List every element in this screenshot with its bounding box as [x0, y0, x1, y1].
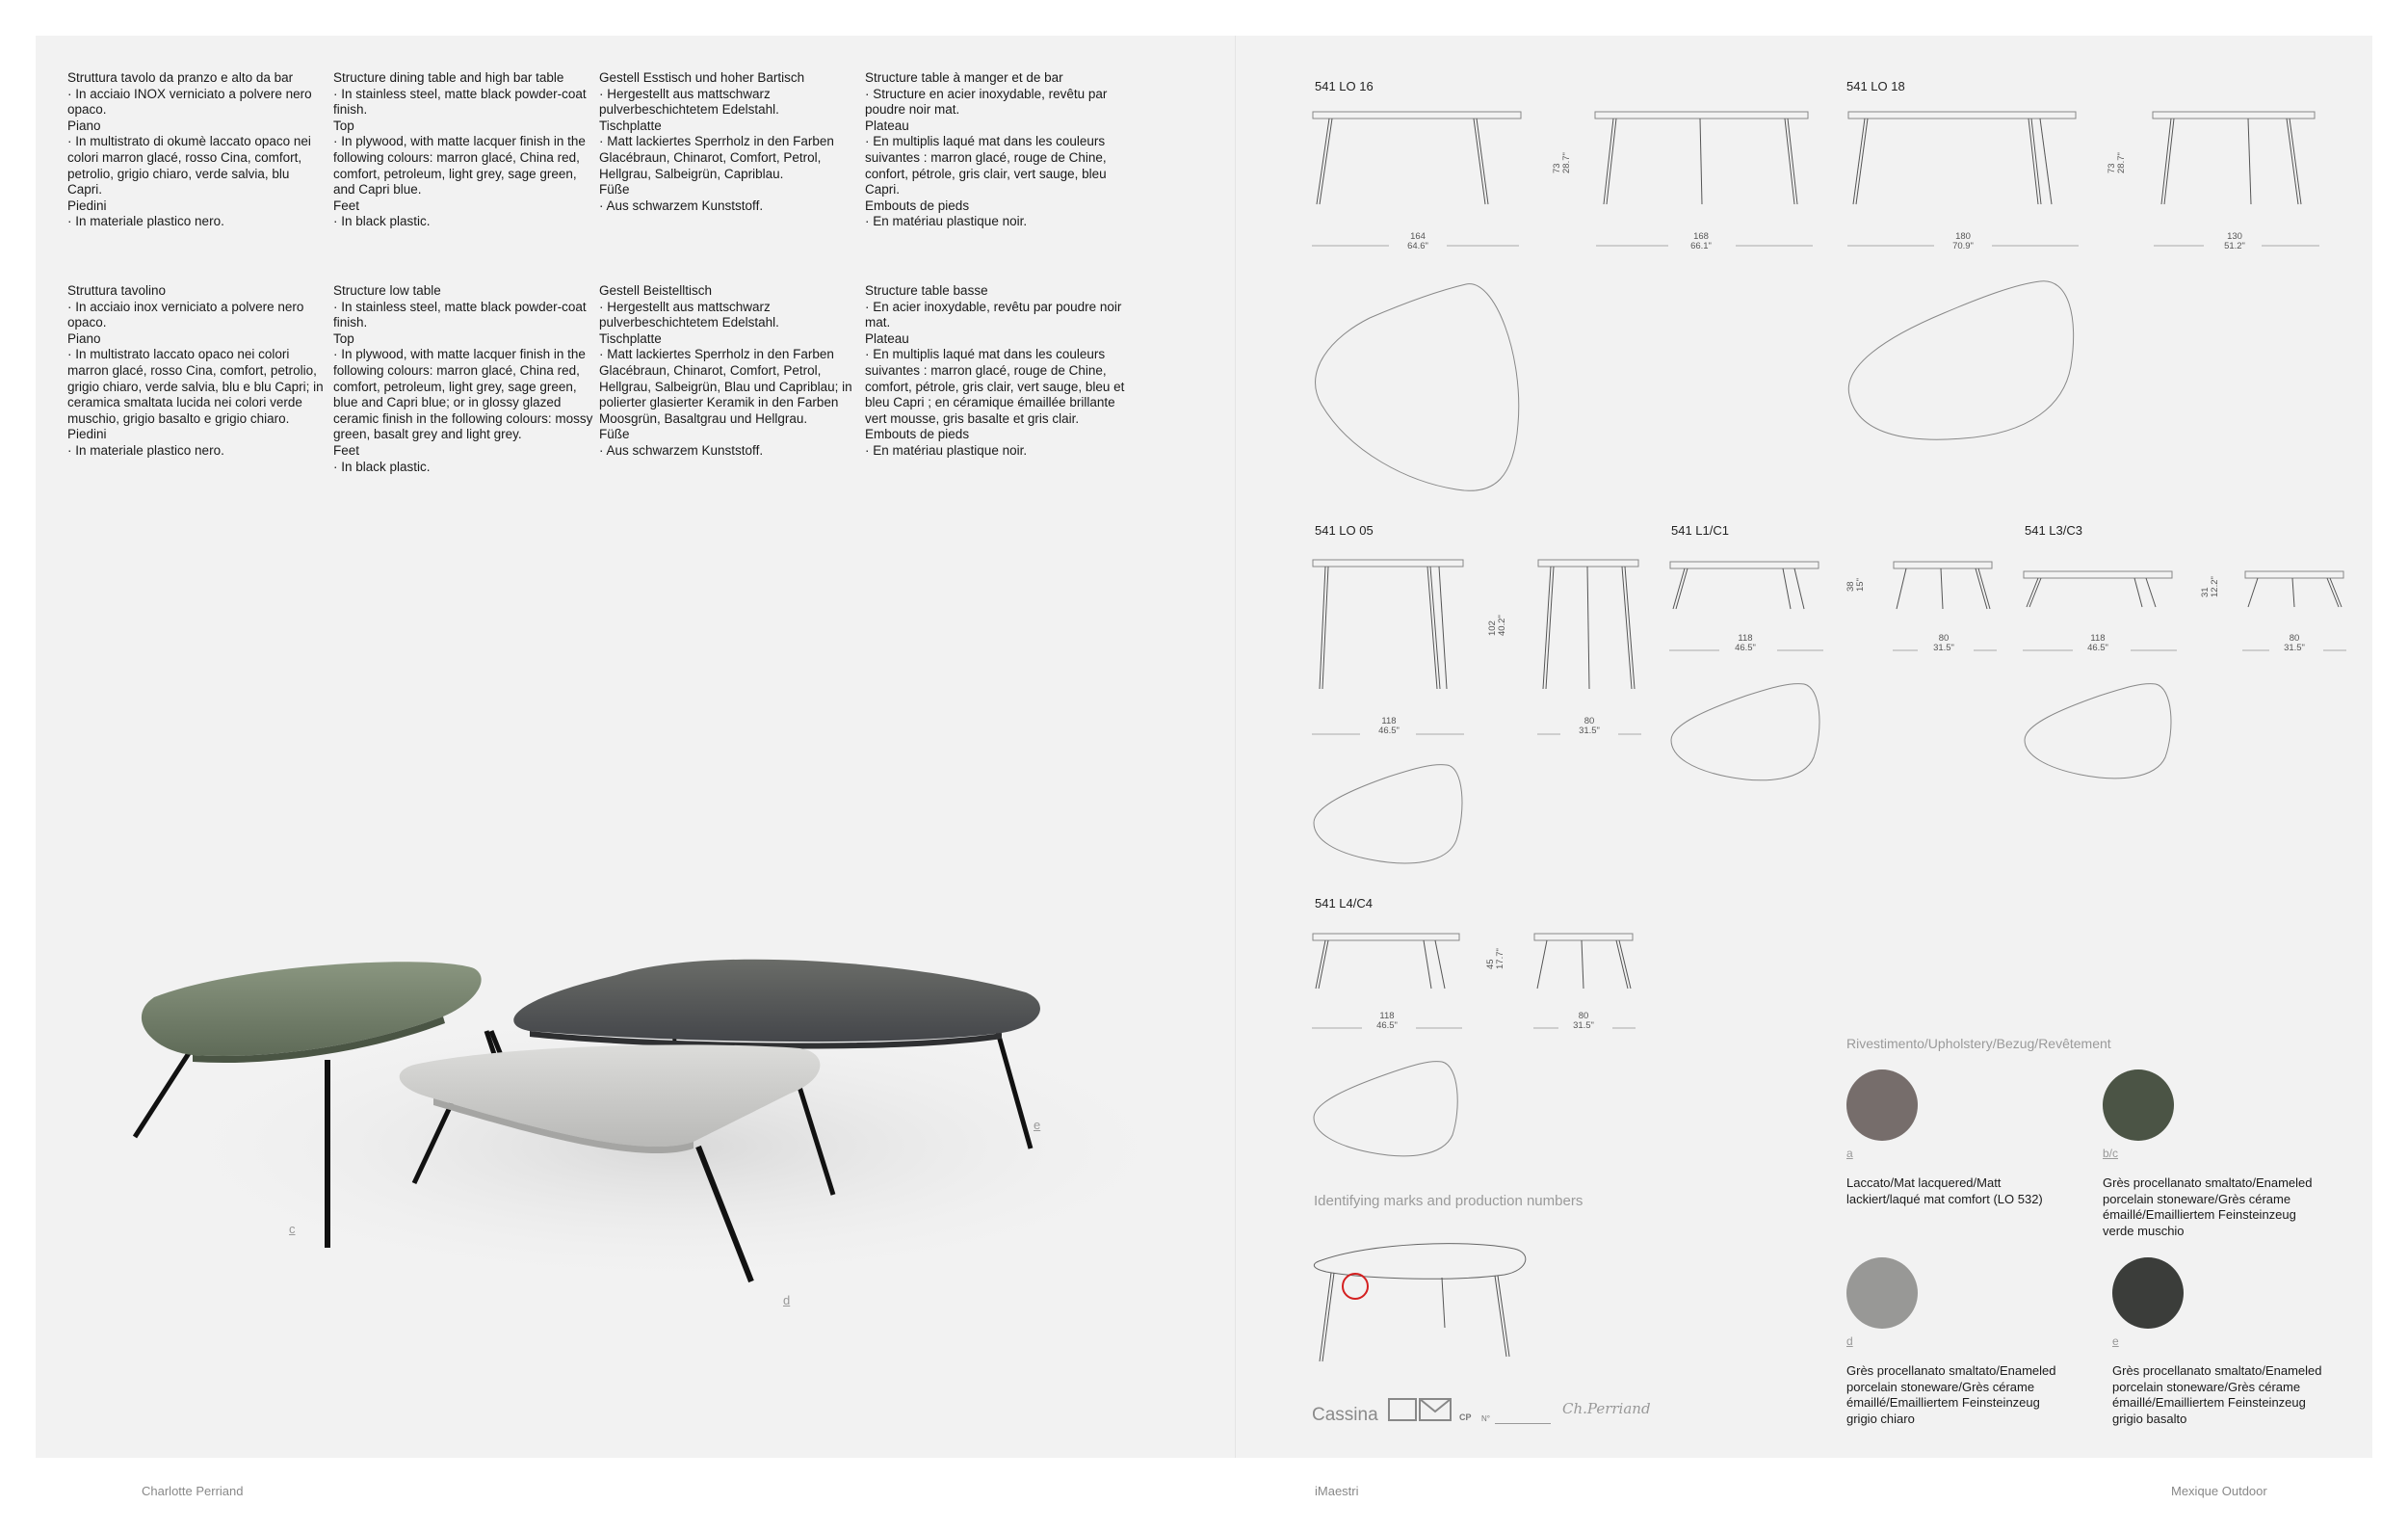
dim-lo05-depth: 80 31.5": [1579, 716, 1600, 736]
dim-l4c4-height: 45 17.7": [1485, 948, 1505, 969]
swatch-d-letter: d: [1846, 1334, 1853, 1348]
drawing-lo18-plan: [1847, 279, 2079, 443]
cp-mark: CP: [1459, 1412, 1472, 1422]
low-table-spec-english: Structure low table · In stainless steel, matte black powder-coat finish. Top · In plywood, with matte lacquer finish in the following colours: marron glacé, China red, comfort, petroleum, light grey, sage green, blue and Capri blue; or in glossy glazed ceramic finish in the following colours: mossy green, basalt grey and light grey. Feet · In black plastic.: [333, 283, 593, 474]
dining-spec-italian: Struttura tavolo da pranzo e alto da bar · In acciaio INOX verniciato a polvere nero opaco. Piano · In multistrato di okumè laccato opaco nei colori marron glacé, rosso Cina, comfort, petrolio, grigio chiaro, verde salvia, blu Capri. Piedini · In materiale plastico nero.: [67, 70, 312, 229]
page-fold-divider: [1235, 36, 1236, 1458]
production-number-label: N°: [1481, 1414, 1490, 1423]
dim-l4c4-width: 118 46.5": [1376, 1011, 1398, 1031]
perriand-signature: Ch.Perriand: [1562, 1400, 1651, 1417]
cassina-mark-icon: [1387, 1395, 1454, 1426]
drawing-lo05-side: [1537, 557, 1641, 692]
model-name-lo16: 541 LO 16: [1315, 79, 1374, 93]
dim-lo16-depth: 168 66.1": [1690, 231, 1712, 251]
drawing-l1c1-front: [1669, 559, 1823, 613]
dim-lo18-height: 73 28.7": [2107, 152, 2127, 173]
dim-l3c3-depth: 80 31.5": [2284, 633, 2305, 653]
dim-l4c4-depth: 80 31.5": [1573, 1011, 1594, 1031]
drawing-l4c4-front: [1312, 931, 1462, 992]
drawing-l4c4-side: [1533, 931, 1636, 992]
identifying-marks-title: Identifying marks and production numbers: [1314, 1193, 1584, 1209]
swatch-a-description: Laccato/Mat lacquered/Matt lackiert/laqué mat comfort (LO 532): [1846, 1175, 2043, 1206]
model-name-l4c4: 541 L4/C4: [1315, 896, 1373, 911]
cassina-logo: Cassina: [1312, 1405, 1378, 1425]
drawing-l1c1-plan: [1669, 682, 1823, 786]
model-name-lo18: 541 LO 18: [1846, 79, 1905, 93]
swatch-bc: [2103, 1069, 2174, 1141]
drawing-lo16-front: [1312, 108, 1524, 209]
drawing-lo16-side: [1594, 108, 1811, 209]
footer-product: Mexique Outdoor: [2171, 1484, 2267, 1498]
drawing-l3c3-side: [2244, 568, 2346, 611]
drawing-l1c1-side: [1893, 559, 1995, 613]
dim-lo16-width: 164 64.6": [1407, 231, 1428, 251]
swatch-d-description: Grès procellanato smaltato/Enameled porcelain stoneware/Grès cérame émaillé/Emailliertem Feinsteinzeug grigio chiaro: [1846, 1363, 2056, 1426]
dim-lo16-height: 73 28.7": [1552, 152, 1572, 173]
dim-lo05-height: 102 40.2": [1487, 615, 1507, 636]
dim-lo05-width: 118 46.5": [1378, 716, 1400, 736]
swatch-bc-letter: b/c: [2103, 1147, 2119, 1160]
drawing-lo05-front: [1312, 557, 1466, 692]
dim-lo18-depth: 130 51.2": [2224, 231, 2245, 251]
dim-l3c3-height: 31 12.2": [2200, 576, 2220, 597]
drawing-lo18-side: [2152, 108, 2317, 209]
drawing-l4c4-plan: [1312, 1060, 1461, 1162]
product-photo: [96, 925, 1204, 1349]
drawing-lo05-plan: [1312, 763, 1466, 869]
photo-label-d: d: [783, 1293, 791, 1307]
drawing-lo16-plan: [1312, 279, 1529, 496]
model-name-l1c1: 541 L1/C1: [1671, 523, 1729, 538]
dim-l3c3-width: 118 46.5": [2087, 633, 2108, 653]
dim-l1c1-depth: 80 31.5": [1933, 633, 1954, 653]
identifying-marks-diagram: [1312, 1231, 1533, 1366]
drawing-l3c3-front: [2023, 568, 2177, 611]
model-name-l3c3: 541 L3/C3: [2025, 523, 2082, 538]
swatch-d: [1846, 1257, 1918, 1329]
swatch-bc-description: Grès procellanato smaltato/Enameled porcelain stoneware/Grès cérame émaillé/Emailliertem Feinsteinzeug verde muschio: [2103, 1175, 2313, 1238]
drawing-lo16-dimlines: [1312, 241, 1813, 251]
dining-spec-german: Gestell Esstisch und hoher Bartisch · Hergestellt aus mattschwarz pulverbeschichtetem Edelstahl. Tischplatte · Matt lackiertes Sperrholz in den Farben Glacébraun, Chinarot, Comfort, Petrol, Hellgrau, Salbeigrün, Capriblau. Füße · Aus schwarzem Kunststoff.: [599, 70, 834, 213]
dim-l1c1-width: 118 46.5": [1735, 633, 1756, 653]
low-table-spec-italian: Struttura tavolino · In acciaio inox verniciato a polvere nero opaco. Piano · In multistrato laccato opaco nei colori marron glacé, rosso Cina, comfort, petrolio, grigio chiaro, verde salvia, blu e blu Capri; in ceramica smaltata lucida nei colori verde muschio, grigio basalto e grigio chiaro. Piedini · In materiale plastico nero.: [67, 283, 324, 458]
footer-collection: iMaestri: [1315, 1484, 1359, 1498]
footer-designer: Charlotte Perriand: [142, 1484, 244, 1498]
swatch-e-letter: e: [2112, 1334, 2119, 1348]
production-number-line: [1495, 1423, 1551, 1424]
drawing-l3c3-plan: [2023, 682, 2175, 784]
photo-label-c: c: [289, 1222, 296, 1236]
swatch-e: [2112, 1257, 2184, 1329]
drawing-lo18-front: [1847, 108, 2079, 209]
dining-spec-english: Structure dining table and high bar table · In stainless steel, matte black powder-coat finish. Top · In plywood, with matte lacquer finish in the following colours: marron glacé, China red, comfort, petroleum, light grey, sage green, and Capri blue. Feet · In black plastic.: [333, 70, 587, 229]
photo-label-e: e: [1034, 1118, 1041, 1132]
swatch-a-letter: a: [1846, 1147, 1853, 1160]
model-name-lo05: 541 LO 05: [1315, 523, 1374, 538]
low-table-spec-french: Structure table basse · En acier inoxydable, revêtu par poudre noir mat. Plateau · En multiplis laqué mat dans les couleurs suivantes : marron glacé, rouge de Chine, comfort, pétrole, gris clair, vert sauge, bleu et bleu Capri ; en céramique émaillée brillante vert mousse, gris basalte et gris clair. Embouts de pieds · En matériau plastique noir.: [865, 283, 1125, 458]
upholstery-title: Rivestimento/Upholstery/Bezug/Revêtement: [1846, 1036, 2111, 1051]
dim-lo18-width: 180 70.9": [1952, 231, 1974, 251]
dining-spec-french: Structure table à manger et de bar · Structure en acier inoxydable, revêtu par poudre noir mat. Plateau · En multiplis laqué mat dans les couleurs suivantes : marron glacé, rouge de Chine, confort, pétrole, gris clair, vert sauge, bleu Capri. Embouts de pieds · En matériau plastique noir.: [865, 70, 1108, 229]
low-table-spec-german: Gestell Beistelltisch · Hergestellt aus mattschwarz pulverbeschichtetem Edelstahl. Tischplatte · Matt lackiertes Sperrholz in den Farben Glacébraun, Chinarot, Comfort, Petrol, Hellgrau, Salbeigrün, Blau und Capriblau; in polierter glasierter Keramik in den Farben Moosgrün, Basaltgrau und Hellgrau. Füße · Aus schwarzem Kunststoff.: [599, 283, 852, 458]
dim-l1c1-height: 38 15": [1845, 578, 1866, 592]
swatch-e-description: Grès procellanato smaltato/Enameled porcelain stoneware/Grès cérame émaillé/Emailliertem Feinsteinzeug grigio basalto: [2112, 1363, 2322, 1426]
swatch-a: [1846, 1069, 1918, 1141]
